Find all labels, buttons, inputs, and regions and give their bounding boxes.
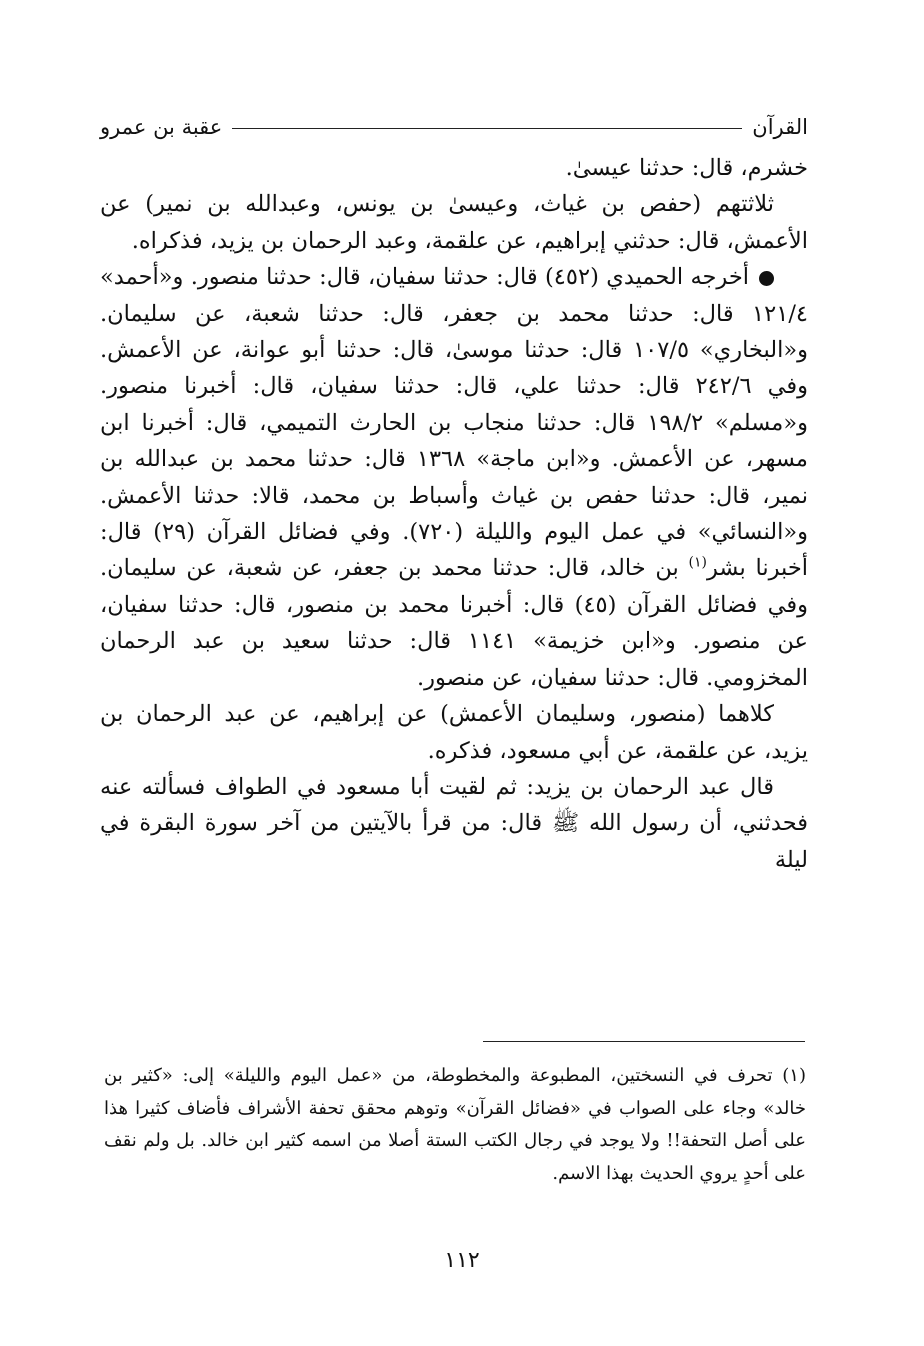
paragraph-summary: كلاهما (منصور، وسليمان الأعمش) عن إبراهيم، عن عبد الرحمان بن يزيد، عن علقمة، عن أبي مسعود، فذكره. [100,701,808,764]
paragraph-hadith: قال عبد الرحمان بن يزيد: ثم لقيت أبا مسعود في الطواف فسألته عنه فحدثني، أن رسول الله ﷺ قال: من قرأ بالآيتين من آخر سورة البقرة في ليلة [100,773,808,873]
page-number: ١١٢ [444,1248,480,1273]
text-line-continuation: خشرم، قال: حدثنا عيسىٰ. [565,155,808,181]
header-rule [232,128,742,129]
takhrij-text-continued: بن خالد، قال: حدثنا محمد بن جعفر، عن شعبة، عن سليمان. وفي فضائل القرآن (٤٥) قال: أخبرنا محمد بن منصور، قال: حدثنا سفيان، عن منصور. و«ابن خزيمة» ١١٤١ قال: حدثنا سعيد بن عبد الرحمان المخزومي. قال: حدثنا سفيان، عن منصور. [100,555,808,691]
footnote-text: تحرف في النسختين، المطبوعة والمخطوطة، من «عمل اليوم والليلة» إلى: «كثير بن خالد» وجاء على الصواب في «فضائل القرآن» وتوهم محقق تحفة الأشراف فأضاف كثيرا هذا على أصل التحفة!! ولا يوجد في رجال الكتب الستة أصلا من اسمه كثير ابن خالد. بل ولم نقف على أحدٍ يروي الحديث بهذا الاسم. [104,1065,806,1184]
bullet-icon [759,271,774,286]
footnote-separator [483,1041,805,1042]
footnote-number: (١) [782,1065,806,1086]
header-section-title: القرآن [752,115,808,139]
paragraph-chain: ثلاثتهم (حفص بن غياث، وعيسىٰ بن يونس، وعبدالله بن نمير) عن الأعمش، قال: حدثني إبراهيم، عن علقمة، وعبد الرحمان بن يزيد، فذكراه. [100,191,808,254]
footnote [104,1060,806,1190]
header-chapter-title: عقبة بن عمرو [100,115,223,139]
footnote-reference: (١) [688,554,708,571]
main-text [100,150,808,878]
takhrij-text: أخرجه الحميدي (٤٥٢) قال: حدثنا سفيان، قال: حدثنا منصور. و«أحمد» ٤/‏١٢١ قال: حدثنا محمد بن جعفر، قال: حدثنا شعبة، عن سليمان. و«البخاري» ٥/‏١٠٧ قال: حدثنا موسىٰ، قال: حدثنا أبو عوانة، عن الأعمش. وفي ٦/‏٢٤٢ قال: حدثنا علي، قال: حدثنا سفيان، قال: أخبرنا منصور. و«مسلم» ٢/‏١٩٨ قال: حدثنا منجاب بن الحارث التميمي، قال: أخبرنا ابن مسهر، عن الأعمش. و«ابن ماجة» ١٣٦٨ قال: حدثنا محمد بن عبدالله بن نمير، قال: حدثنا حفص بن غياث وأسباط بن محمد، قالا: حدثنا الأعمش. و«النسائي» في عمل اليوم والليلة (٧٢٠). وفي فضائل القرآن (٢٩) قال: أخبرنا بشر [100,264,808,582]
running-header [100,112,808,142]
paragraph-takhrij [100,259,808,696]
